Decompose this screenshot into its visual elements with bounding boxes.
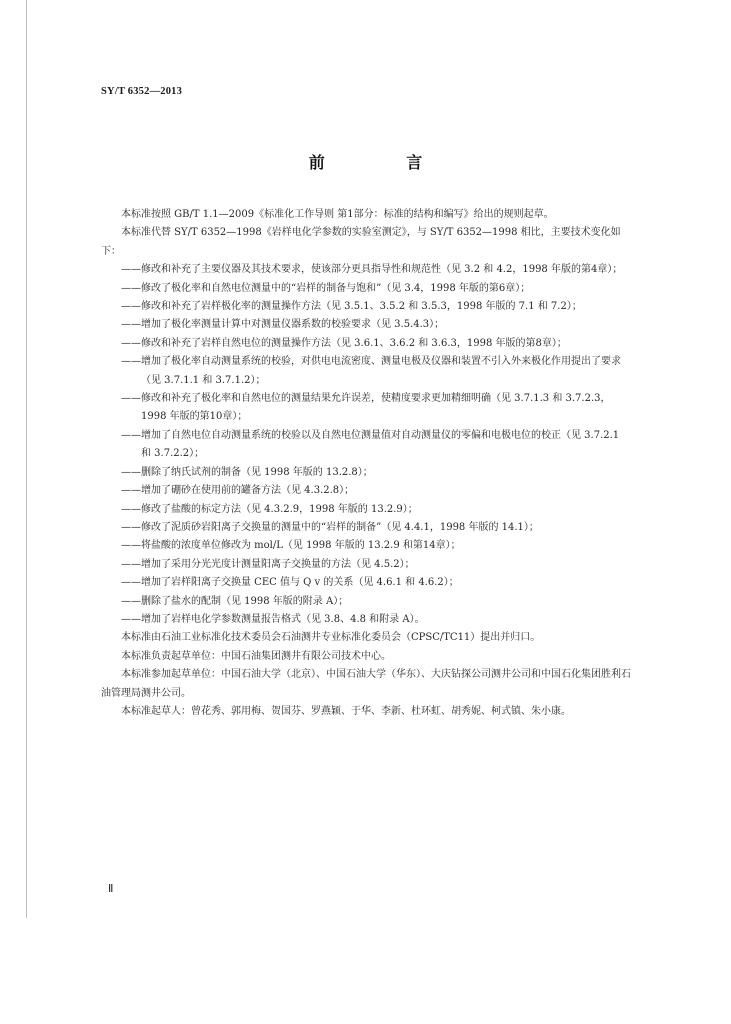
- list-item: ——修改了盐酸的标定方法（见 4.3.2.9，1998 年版的 13.2.9）；: [121, 503, 418, 515]
- paragraph-supersedes: 本标准代替 SY/T 6352—1998《岩样电化学参数的实验室测定》，与 SY/T 6352—1998 相比，主要技术变化如下：: [101, 227, 621, 257]
- list-item: ——修改了极化率和自然电位测量中的“岩样的制备与饱和”（见 3.4，1998 年版的第6章）；: [121, 282, 531, 294]
- list-item: ——增加了自然电位自动测量系统的校验以及自然电位测量值对自动测量仪的零偏和电极电位的校正（见 3.7.2.1 和 3.7.2.2）；: [121, 429, 620, 460]
- foreword-body: [101, 206, 631, 721]
- paragraph-participating-drafters: 本标准参加起草单位：中国石油大学（北京）、中国石油大学（华东）、大庆钻探公司测井公司和中国石化集团胜利石油管理局测井公司。: [101, 669, 631, 699]
- list-item: ——删除了纳氏试剂的制备（见 1998 年版的 13.2.8）；: [121, 466, 373, 478]
- list-item: ——修改和补充了主要仪器及其技术要求，使该部分更具指导性和规范性（见 3.2 和 4.2，1998 年版的第4章）；: [121, 264, 623, 276]
- list-item: ——增加了极化率自动测量系统的校验，对供电电流密度、测量电极及仪器和装置不引入外来极化作用提出了要求（见 3.7.1.1 和 3.7.1.2）；: [121, 356, 621, 386]
- changes-list: [101, 261, 631, 629]
- paragraph-drafters: 本标准起草人：曾花秀、郭用梅、贺国芬、罗燕颖、于华、李新、杜环虹、胡秀妮、柯式镇、朱小康。: [121, 705, 571, 717]
- list-item: ——增加了采用分光光度计测量阳离子交换量的方法（见 4.5.2）；: [121, 558, 415, 570]
- list-item: ——增加了硼砂在使用前的罐备方法（见 4.3.2.8）；: [121, 485, 355, 497]
- list-item: ——修改了泥质砂岩阳离子交换量的测量中的“岩样的制备”（见 4.4.1，1998 年版的 14.1）；: [121, 521, 539, 533]
- paragraph-proposed-by: 本标准由石油工业标准化技术委员会石油测井专业标准化委员会（CPSC/TC11）提出并归口。: [121, 632, 541, 644]
- paragraph-drafting-rules: 本标准按照 GB/T 1.1—2009《标准化工作导则 第1部分：标准的结构和编写》给出的规则起草。: [121, 209, 554, 220]
- page-number: Ⅱ: [108, 883, 114, 895]
- list-item: ——增加了岩样电化学参数测量报告格式（见 3.8、4.8 和附录 A）。: [121, 613, 425, 625]
- page-title: 前 言: [308, 153, 461, 172]
- paragraph-lead-drafter: 本标准负责起草单位：中国石油集团测井有限公司技术中心。: [121, 650, 391, 662]
- scan-page-edge: [26, 0, 27, 918]
- list-item: ——增加了岩样阳离子交换量 CEC 值与 Q v 的关系（见 4.6.1 和 4.6.2）；: [121, 577, 459, 589]
- list-item: ——修改和补充了岩样极化率的测量操作方法（见 3.5.1、3.5.2 和 3.5.3，1998 年版的 7.1 和 7.2）；: [121, 301, 582, 313]
- list-item: ——修改和补充了岩样自然电位的测量操作方法（见 3.6.1、3.6.2 和 3.6.3，1998 年版的第8章）；: [121, 337, 567, 349]
- list-item: ——将盐酸的浓度单位修改为 mol/L（见 1998 年版的 13.2.9 和第14章）；: [121, 540, 461, 552]
- list-item: ——删除了盐水的配制（见 1998 年版的附录 A）；: [121, 595, 349, 607]
- standard-code: SY/T 6352—2013: [101, 86, 183, 97]
- list-item: ——修改和补充了极化率和自然电位的测量结果允许误差，使精度要求更加精细明确（见 3.7.1.3 和 3.7.2.3，1998 年版的第10章）；: [121, 393, 611, 423]
- list-item: ——增加了极化率测量计算中对测量仪器系数的校验要求（见 3.5.4.3）；: [121, 319, 445, 331]
